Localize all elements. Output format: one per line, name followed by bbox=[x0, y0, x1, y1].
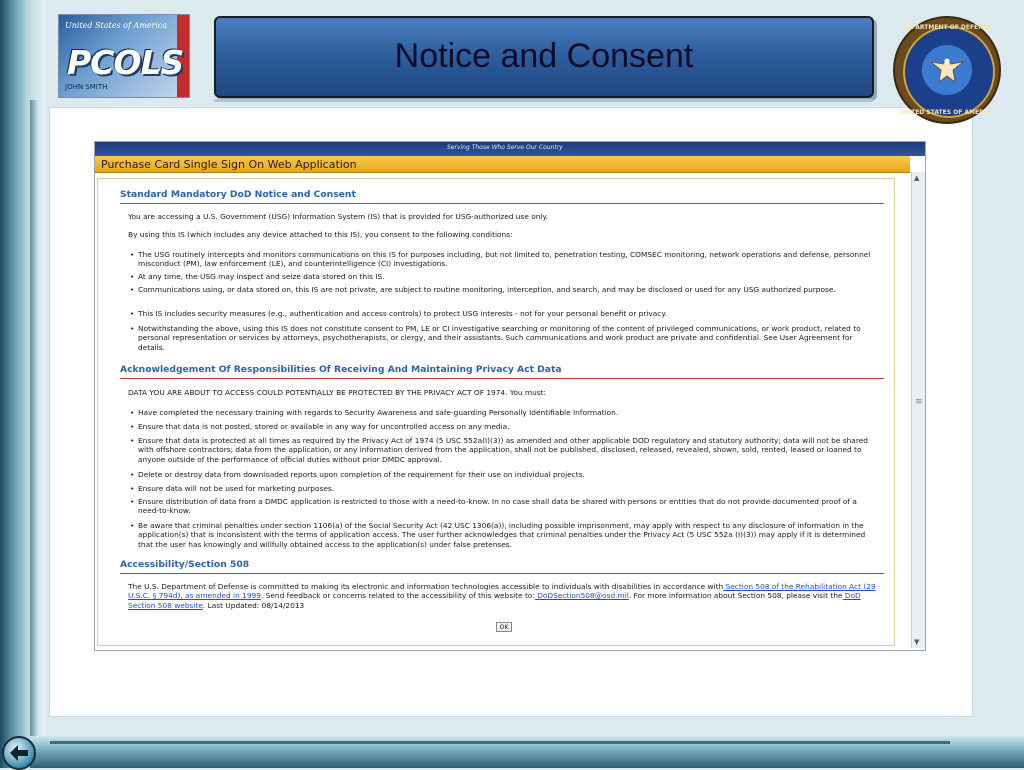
previous-slide-button[interactable] bbox=[2, 736, 36, 770]
section-heading-privacy: Acknowledgement Of Responsibilities Of Receiving And Maintaining Privacy Act Data bbox=[120, 364, 562, 375]
slide-title: Notice and Consent bbox=[394, 37, 694, 75]
left-arrow-icon bbox=[6, 740, 32, 766]
section-rule bbox=[120, 203, 884, 204]
list-item-text: Communications using, or data stored on, this IS are not private, are subject to routine monitoring, interception, and search, and may be disclosed or used for any USG authorized purpose. bbox=[138, 285, 836, 294]
accessibility-text: The U.S. Department of Defense is committed to making its electronic and information technologies accessible to individuals with disabilities in accordance with bbox=[128, 582, 724, 591]
bullet-icon: • bbox=[130, 250, 135, 259]
list-item-text: Have completed the necessary training with regards to Security Awareness and safe-guarding Personally Identifiable Information. bbox=[138, 408, 619, 417]
section-heading-accessibility: Accessibility/Section 508 bbox=[120, 559, 250, 570]
list-item-text: Delete or destroy data from downloaded reports upon completion of the requirement for their use on individual projects. bbox=[138, 470, 585, 479]
eagle-icon bbox=[929, 54, 965, 84]
bullet-icon: • bbox=[130, 521, 135, 530]
seal-text-bottom: UNITED STATES OF AMERICA bbox=[898, 109, 995, 116]
pcols-logo bbox=[58, 14, 190, 98]
list-item bbox=[130, 285, 878, 294]
list-item bbox=[130, 324, 878, 352]
privacy-paragraph: DATA YOU ARE ABOUT TO ACCESS COULD POTENTIALLY BE PROTECTED BY THE PRIVACY ACT OF 1974. You must: bbox=[128, 388, 547, 397]
logo-card-name: JOHN SMITH bbox=[65, 83, 108, 91]
bullet-icon: • bbox=[130, 436, 135, 445]
logo-card-word: PCOLS bbox=[67, 43, 184, 82]
scroll-down-icon[interactable]: ▼ bbox=[914, 638, 920, 646]
list-item bbox=[130, 408, 878, 417]
bullet-icon: • bbox=[130, 422, 135, 431]
vertical-scrollbar[interactable] bbox=[911, 172, 925, 648]
list-item bbox=[130, 309, 878, 318]
list-item bbox=[130, 521, 878, 549]
list-item bbox=[130, 272, 878, 281]
slide-frame-left bbox=[0, 0, 46, 768]
notice-content-panel bbox=[97, 178, 895, 646]
bullet-icon: • bbox=[130, 309, 135, 318]
list-item-text: Notwithstanding the above, using this IS does not constitute consent to PM, LE or CI investigative searching or monitoring of the content of privileged communications, or work product, related to personal representation or services by attorneys, psychotherapists, or clergy, and their assistants. Such communications and work product are private and confidential. See User Agreement for details. bbox=[138, 324, 861, 352]
site-tagline: Serving Those Who Serve Our Country bbox=[447, 144, 563, 151]
bullet-icon: • bbox=[130, 408, 135, 417]
list-item-text: Ensure that data is not posted, stored or available in any way for uncontrolled access on any media. bbox=[138, 422, 510, 431]
ok-button[interactable]: OK bbox=[496, 622, 512, 632]
list-item-text: This IS includes security measures (e.g., authentication and access controls) to protect USG interests - not for your personal benefit or privacy. bbox=[138, 309, 667, 318]
section-508-link[interactable]: Section 508 of the Rehabilitation Act (29 U.S.C. § 794d), as amended in 1999 bbox=[128, 582, 876, 601]
accessibility-text: . For more information about Section 508, please visit the bbox=[628, 591, 843, 601]
scroll-up-icon[interactable]: ▲ bbox=[914, 174, 920, 182]
list-item bbox=[130, 470, 878, 479]
slide-frame-left-accent bbox=[30, 100, 38, 740]
dod-seal bbox=[893, 16, 1001, 124]
embedded-screenshot bbox=[94, 141, 926, 651]
slide-title-bar bbox=[214, 16, 874, 98]
list-item-text: The USG routinely intercepts and monitors communications on this IS for purposes including, but not limited to, penetration testing, COMSEC monitoring, network operations and defense, personnel misconduct (PM), law enforcement (LE), and counterintelligence (CI) investigations. bbox=[138, 250, 871, 269]
bullet-icon: • bbox=[130, 285, 135, 294]
list-item-text: At any time, the USG may inspect and seize data stored on this IS. bbox=[138, 272, 385, 281]
bullet-icon: • bbox=[130, 497, 135, 506]
section-heading-notice: Standard Mandatory DoD Notice and Consent bbox=[120, 189, 356, 200]
notice-paragraph: You are accessing a U.S. Government (USG) Information System (IS) that is provided for USG-authorized use only. bbox=[128, 212, 549, 221]
section-rule bbox=[120, 573, 884, 574]
list-item-text: Be aware that criminal penalties under section 1106(a) of the Social Security Act (42 USC 1306(a)), including possible imprisonment, may apply with respect to any disclosure of information in the application(s) that is inconsistent with the terms of application access. The user further acknowledges that criminal penalties under the Privacy Act (5 USC 552a (I)(3)) may apply if it is determined that the user has knowingly and willfully obtained access to the application(s) under false pretenses. bbox=[138, 521, 866, 549]
notice-paragraph: By using this IS (which includes any device attached to this IS), you consent to the following conditions: bbox=[128, 230, 513, 239]
list-item-text: Ensure distribution of data from a DMDC application is restricted to those with a need-to-know. In no case shall data be shared with persons or entities that do not provide documented proof of a need-to-know. bbox=[138, 497, 857, 516]
logo-card-top-text: United States of America bbox=[65, 21, 168, 30]
bullet-icon: • bbox=[130, 484, 135, 493]
list-item bbox=[130, 497, 878, 516]
app-banner bbox=[95, 156, 910, 173]
title-underline bbox=[214, 99, 872, 102]
list-item-text: Ensure data will not be used for marketing purposes. bbox=[138, 484, 335, 493]
list-item bbox=[130, 436, 878, 464]
slide-frame-bottom-line bbox=[50, 741, 950, 744]
list-item bbox=[130, 422, 878, 431]
list-item bbox=[130, 250, 878, 269]
section-rule bbox=[120, 378, 884, 379]
app-banner-title: Purchase Card Single Sign On Web Application bbox=[101, 158, 357, 171]
bullet-icon: • bbox=[130, 470, 135, 479]
list-item-text: Ensure that data is protected at all times as required by the Privacy Act of 1974 (5 USC 552a(I)(3)) as amended and other applicable DOD regulatory and statutory authority; data will not be shared with offshore contractors; data from the application, or any information derived from the application, shall not be published, disclosed, released, revealed, shown, sold, rented, leased or loaned to anyone outside of the performance of official duties without prior DMDC approval. bbox=[138, 436, 868, 464]
seal-text-top: DEPARTMENT OF DEFENSE bbox=[902, 24, 992, 31]
bullet-icon: • bbox=[130, 272, 135, 281]
site-header-strip bbox=[95, 142, 925, 156]
list-item bbox=[130, 484, 878, 493]
bullet-icon: • bbox=[130, 324, 135, 333]
accessibility-text: . Send feedback or concerns related to the accessibility of this website to: bbox=[260, 591, 535, 601]
accessibility-paragraph bbox=[128, 582, 880, 610]
email-link[interactable]: DoDSection508@osd.mil bbox=[534, 591, 629, 601]
dod-508-website-link[interactable]: DoD Section 508 website bbox=[128, 591, 861, 610]
scroll-grip-icon[interactable]: ≡ bbox=[915, 397, 923, 407]
accessibility-text: . Last Updated: 08/14/2013 bbox=[202, 600, 305, 610]
